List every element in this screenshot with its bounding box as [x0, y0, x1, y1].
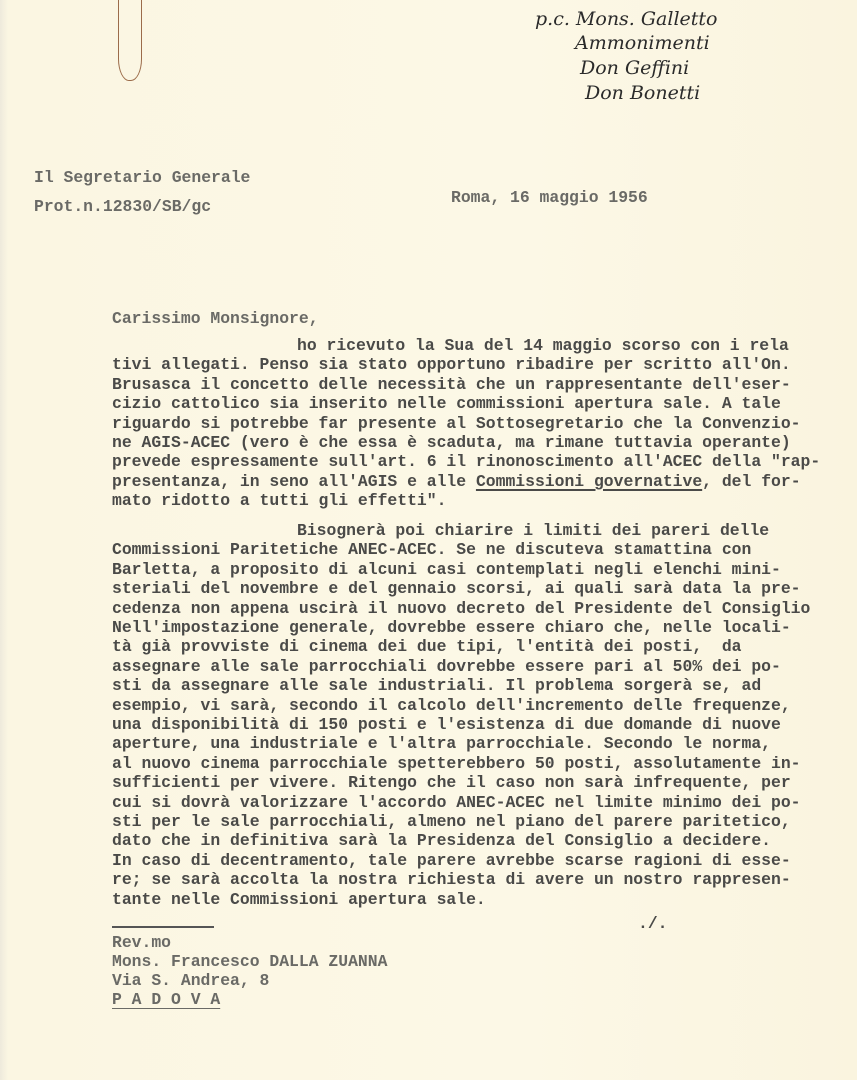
text-line: cui si dovrà valorizzare l'accordo ANEC-ACEC nel limite minimo dei po- — [112, 792, 801, 812]
divider-rule — [112, 926, 214, 928]
underlined-text: Commissioni governative — [475, 471, 703, 491]
text-line: sufficienti per vivere. Ritengo che il caso non sarà infrequente, per — [112, 773, 791, 793]
addressee-title: Rev.mo — [112, 933, 172, 952]
addressee-city: P A D O V A — [112, 990, 221, 1009]
text-line: riguardo si potrebbe far presente al Sottosegretario che la Convenzio- — [112, 413, 801, 433]
annotation-line: Don Bonetti — [585, 82, 701, 104]
annotation-line: Don Geffini — [580, 57, 690, 79]
protocol-number: Prot.n.12830/SB/gc — [34, 197, 212, 216]
text-line: sti per le sale parrocchiali, almeno nel piano del parere paritetico, — [112, 812, 791, 831]
sender-title: Il Segretario Generale — [34, 168, 251, 187]
text-line: dato che in definitiva sarà la Presidenza del Consiglio a decidere. — [112, 831, 772, 851]
text-line: ne AGIS-ACEC (vero è che essa è scaduta, ma rimane tuttavia operante) — [112, 433, 791, 452]
text-line: tivi allegati. Penso sia stato opportuno ribadire per scritto all'On. — [112, 355, 791, 375]
continuation-mark: ./. — [638, 914, 668, 933]
place-date: Roma, 16 maggio 1956 — [451, 188, 648, 207]
annotation-line: p.c. Mons. Galletto — [535, 8, 718, 30]
text-line: Barletta, a proposito di alcuni casi contemplati negli elenchi mini- — [112, 559, 781, 579]
text-line: tante nelle Commissioni apertura sale. — [112, 889, 486, 909]
text-line: cedenza non appena uscirà il nuovo decreto del Presidente del Consiglio — [112, 598, 811, 618]
text-line: Commissioni Paritetiche ANEC-ACEC. Se ne discuteva stamattina con — [112, 540, 752, 560]
annotation-line: Ammonimenti — [575, 32, 710, 54]
text-line: cizio cattolico sia inserito nelle commissioni apertura sale. A tale — [112, 394, 781, 414]
paper-clip — [118, 0, 142, 81]
addressee-name: Mons. Francesco DALLA ZUANNA — [112, 952, 388, 971]
addressee-street: Via S. Andrea, 8 — [112, 971, 270, 990]
text-line: mato ridotto a tutti gli effetti". — [112, 491, 447, 511]
text-line: sti da assegnare alle sale industriali. Il problema sorgerà se, ad — [112, 676, 762, 696]
text-line: esempio, vi sarà, secondo il calcolo dell'incremento delle frequenze, — [112, 695, 791, 715]
text-line: Nell'impostazione generale, dovrebbe essere chiaro che, nelle locali- — [112, 618, 791, 637]
text-line: tà già provviste di cinema dei due tipi, l'entità dei posti, da — [112, 637, 742, 657]
text-line: al nuovo cinema parrocchiale spetterebbero 50 posti, assolutamente in- — [112, 753, 801, 773]
text-line: re; se sarà accolta la nostra richiesta di avere un nostro rappresen- — [112, 870, 791, 890]
text-line: Brusasca il concetto delle necessità che un rappresentante dell'eser- — [112, 374, 791, 394]
text-line: steriali del novembre e del gennaio scorsi, ai quali sarà data la pre- — [112, 579, 801, 599]
text-line: una disponibilità di 150 posti e l'esistenza di due domande di nuove — [112, 715, 781, 734]
text-line: In caso di decentramento, tale parere avrebbe scarse ragioni di esse- — [112, 850, 791, 870]
text-line: assegnare alle sale parrocchiali dovrebbe essere pari al 50% dei po- — [112, 656, 781, 676]
text-line: ho ricevuto la Sua del 14 maggio scorso con i rela — [297, 336, 789, 355]
text-line — [112, 472, 801, 491]
text-line: aperture, una industriale e l'altra parrocchiale. Secondo le norma, — [112, 734, 772, 754]
text-line: prevede espressamente sull'art. 6 il rinonoscimento all'ACEC della "rap- — [112, 452, 821, 472]
text-segment: , del for- — [702, 471, 801, 491]
text-line: Bisognerà poi chiarire i limiti dei pareri delle — [297, 521, 770, 540]
text-segment: presentanza, in seno all'AGIS e alle — [112, 471, 476, 491]
salutation: Carissimo Monsignore, — [112, 309, 319, 328]
